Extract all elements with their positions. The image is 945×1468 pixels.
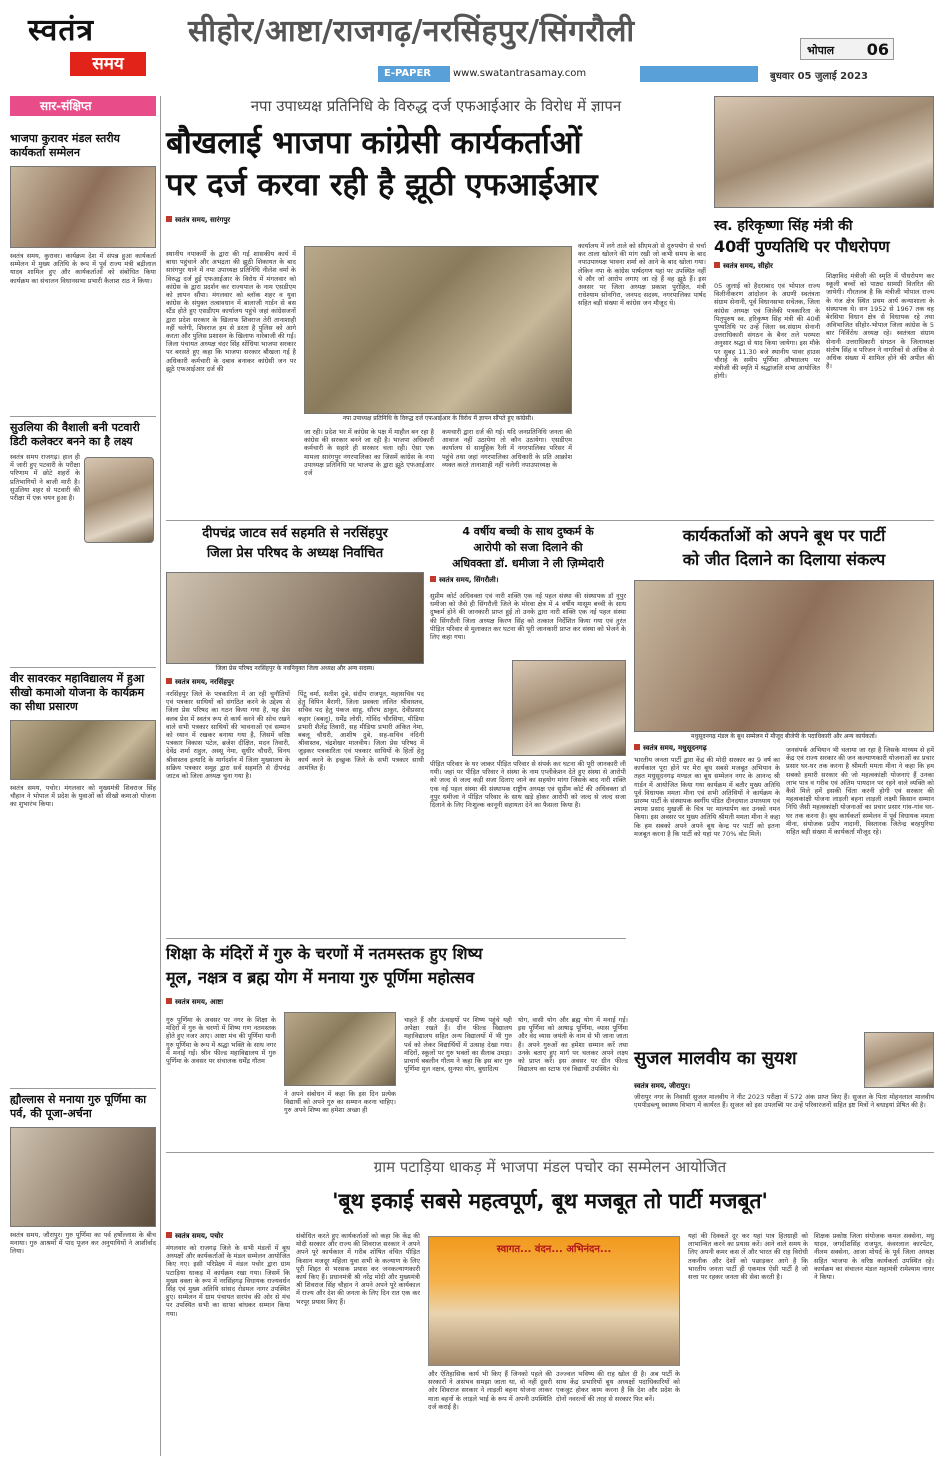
press-headline-1: दीपचंद्र जाटव सर्व सहमति से नरसिंहपुर: [202, 526, 388, 541]
sidebar-photo: [10, 1127, 156, 1227]
press-photo-caption: जिला प्रेस परिषद नरसिंहपुर के नवनियुक्त जिला अध्यक्ष और अन्य सदस्य।: [166, 664, 424, 674]
logo-bottom-box: [70, 52, 146, 76]
edition-list: सीहोर/आष्टा/राजगढ़/नरसिंहपुर/सिंगरौली: [188, 14, 635, 49]
lead-photo-caption: नपा उपाध्यक्ष प्रतिनिधि के विरुद्ध दर्ज एफआईआर के विरोध में ज्ञापन सौंपते हुए कांग्रेसी।: [304, 414, 572, 424]
lead-photo: [304, 246, 572, 414]
guru-col-4: योग, वासी योग और ब्रह्म योग में मनाई गई। इस पूर्णिमा को आषाढ़ पूर्णिमा, व्यास पूर्णिमा और वेद व्यास जयंती के नाम से भी जाना जाता है। अपने गुरुओं का हमेशा सम्मान करें तथा उनके बताए हुए मार्ग पर चलकर अपने लक्ष्य को प्राप्त करें। इस अवसर पर ग्रीन फील्ड विद्यालय का स्टाफ एवं विद्यार्थी उपस्थित थे।: [518, 1016, 628, 1074]
sidebar-photo: [84, 457, 154, 543]
sidebar-body: स्वतंत्र समय राजगढ़। हाल ही में जारी हुए पटवारी के परीक्षा परिणाम में छोटे शहरों के प्रतिभागियों ने बाजी मारी है। सुउलिया शहर से पटवारी की परीक्षा में एक चयन हुआ है।: [10, 453, 80, 503]
logo-bottom: समय: [92, 54, 124, 74]
byline-marker: [634, 744, 640, 750]
divider: [10, 1088, 156, 1089]
pachore-col-5: यहां की दिक्कतें दूर कर यहां पात्र हितग्राही को लाभान्वित करने का प्रयास करें। आने वाले समय के लिए अपनी कमर कस लें और भारत की राह विरोधी तकनीक और देशों को पछाड़कर आगे है कि भारतीय जनता पार्टी ही एकमात्र ऐसी पार्टी है जो सत्ता पर रहकर जनता की सेवा करती है।: [688, 1232, 808, 1282]
lead-col-2: जा रही। प्रदेश भर में कांग्रेस के पक्ष में माहौल बन रहा है कांग्रेस की सरकार बनने जा रही है। भाजपा अधिकारी कर्मचारी के सहारे ही सरकार चला रही। ऐसा एक मामला सारंगपुर नगरपालिका का जिसमें कांग्रेस के नपा उपाध्यक्ष प्रतिनिधि पर भाजपा के द्वारा झूठे एफआईआर दर्ज: [304, 428, 434, 478]
sidebar-body: स्वतंत्र समय, पचोर। मंगलवार को मुख्यमंत्री शिवराज सिंह चौहान ने भोपाल में प्रदेश के युवाओं को सीखो कमाओ योजना का शुभारंभ किया।: [10, 784, 156, 809]
guru-story: [166, 942, 628, 1150]
sidebar-body: स्वतंत्र समय, कुरावर। कार्यक्रम देश में संपन्न हुआ कार्यकर्ता सम्मेलन में मुख्य अतिथि के रूप में पूर्व राज्य मंत्री बद्रीलाल यादव शामिल हुए और कार्यकर्ताओं को संबोधित किया कार्यक्रम का संचालन विधानसभा प्रभारी कैलाश राठ ने किया।: [10, 252, 156, 285]
lead-story: [166, 96, 706, 516]
pachore-col-1: मंगलवार को राजगढ़ जिले के सभी मंडलों में बूथ अध्यक्षों और कार्यकर्ताओं के मंडल सम्मेलन आयोजित किए गए। इसी परिप्रेक्ष्य में मंडल पचोर द्वारा ग्राम पटाड़िया धाकड़ में कार्यक्रम रखा गया। जिसमें कि मुख्य वक्ता के रूप में नरसिंहगढ़ विधायक राज्यवर्धन सिंह एवं मुख्य अतिथि सांसद रोडमल नागर उपस्थित हुए। सम्मेलन में ग्राम पंचायत सरपंच की ओर से मंच पर उपस्थित सभी का साफा बांधकर सम्मान किया गया।: [166, 1244, 290, 1318]
website-link[interactable]: www.swatantrasamay.com: [450, 66, 640, 82]
press-headline-2: जिला प्रेस परिषद के अध्यक्ष निर्वाचित: [206, 546, 384, 561]
sujal-story: [634, 1032, 934, 1150]
byline-marker: [166, 1232, 172, 1238]
sujal-byline-text: स्वतंत्र समय, जीरापुर।: [634, 1082, 691, 1090]
masthead: [0, 0, 945, 92]
pachore-byline: [166, 1232, 223, 1241]
page-number: 06: [866, 40, 889, 59]
lead-col-2b: कमचारी द्वारा दर्ज की गई। यदि जनप्रतिनिधि जनता की आवाज नहीं उठायेगा तो कौन उठायेगा। एसडीएम कार्यालय से सामूहिक रैली में नगरपालिका परिसर में पहुंचे तथा जहां नगरपालिका अधिकारी के प्रति आक्रोश व्यक्त करते तानाशाही नहीं चलेगी नपाउपाध्यक्ष के: [442, 428, 572, 469]
booth-photo: [634, 580, 934, 732]
pachore-kicker: ग्राम पटाड़िया धाकड़ में भाजपा मंडल पचोर का सम्मेलन आयोजित: [373, 1158, 727, 1176]
lead-col-3: कार्यालय में लगे ताले को सीएमओ से दुरुपयोग से चर्चा कर ताला खोलने की मांग रखी जो कभी समय के बाद नपाउपाध्यक्ष भावना शर्मा को आने के बाद खोला गया। लेकिन नपा के कांग्रेस पार्षदगण यहां पर उपस्थित नहीं थे और जो आरोप लगाए जा रहे हैं वह झूठे हैं। इस अवसर पर जिला अध्यक्ष प्रकाश पुरोहित, मंत्री राधेश्याम सोनगिरा, जनपद सदस्य, नगरपालिका पार्षद सहित बड़ी संख्या में कांग्रेस जन मौजूद थे।: [578, 242, 706, 308]
lead-byline-text: स्वतंत्र समय, सारंगपुर: [175, 216, 231, 224]
lead-headline-2: पर दर्ज करवा रही है झूठी एफआईआर: [166, 167, 598, 203]
sidebar-divider: [160, 96, 161, 1456]
tree-col-2: शिक्षाविद मंत्रीजी की स्मृति में पौधरोपण कर स्कूली बच्चों को पाठ्य सामग्री वितरित की जायेगी। गौरतलब है कि मंत्रीजी भोपाल राज्य के गंज क्षेत्र स्थित प्रथम आर्य कन्याशाला के संस्थापक थे। सन 1952 से 1967 तक वह बेरसिया विधान क्षेत्र से विधायक रहे तथा अविभाजित सीहोर-भोपाल जिला कांग्रेस के 5 बार निर्विरोध अध्यक्ष रहे। स्वतंत्रता संग्राम सेनानी उत्तराधिकारी संगठन के जिलाध्यक्ष संतोष सिंह व परिजन ने नागरिकों से अधिक से अधिक संख्या में शामिल होने की अपील की है।: [826, 272, 934, 371]
issue-date: बुधवार 05 जुलाई 2023: [770, 71, 868, 82]
city-label: भोपाल: [807, 44, 835, 57]
logo-top: स्वतंत्र: [28, 13, 95, 48]
tree-byline-text: स्वतंत्र समय, सीहोर: [723, 262, 773, 270]
tree-headline-2: 40वीं पुण्यतिथि पर पौधरोपण: [714, 237, 890, 256]
booth-headline-1: कार्यकर्ताओं को अपने बूथ पर पार्टी: [682, 526, 886, 545]
sujal-photo: [864, 1032, 934, 1088]
booth-story: [634, 524, 934, 934]
pachore-story: [166, 1156, 934, 1456]
byline-marker: [166, 678, 172, 684]
pachore-byline-text: स्वतंत्र समय, पचोर: [175, 1232, 224, 1240]
divider: [10, 416, 156, 417]
lead-byline: [166, 216, 706, 225]
section-divider: [166, 938, 626, 939]
sujal-headline: सुजल मालवीय का सुयश: [634, 1048, 797, 1069]
sidebar-headline: वीर सावरकर महाविद्यालय में हुआ सीखो कमाओ योजना के कार्यक्रम का सीधा प्रसारण: [10, 672, 145, 713]
guru-byline-text: स्वतंत्र समय, आष्टा: [175, 998, 224, 1006]
press-club-story: [166, 524, 424, 934]
sidebar-title: सार-संक्षिप्त: [10, 96, 156, 116]
sidebar: [10, 96, 156, 1456]
sidebar-photo: [10, 720, 156, 780]
guru-byline: [166, 998, 628, 1007]
page-box: [800, 38, 894, 60]
booth-col-2: जनसंपर्क अभियान भी चलाया जा रहा है जिसके माध्यम से हमें केंद्र एवं राज्य सरकार की जन कल्याणकारी योजनाओं का प्रचार प्रसार घर-घर तक करना है श्रीमती ममता मीना ने कहा कि हम सबको हमारी सरकार की जो महत्वकांक्षी योजनाएं हैं उनका लाभ पात्र व गरीब एवं अंतिम पायदान पर रहने वाले व्यक्ति को कैसे मिले हमें इसकी चिंता करनी होगी एवं सरकार की महत्वकांक्षी योजना लाड़ली बहना लाड़ली लक्ष्मी किसान सम्मान निधि जैसी महत्वकांक्षी योजनाओं का प्रचार प्रसार गांव-गांव घर-घर तक करना है। बूथ कार्यकर्ता सम्मेलन में पूर्व विधायक ममता मीना, संयोजक प्रदीप नादानी, विस्तारक जितेन्द्र बरहपुरिया सहित बड़ी संख्या में कार्यकर्ता मौजूद रहे।: [786, 746, 934, 837]
pachore-col-3: और ऐतिहासिक कार्य भी किए हैं जिनको पहले की सरकारों ने असंभव समझा जाता था, वो नहीं दूसरी ओर शिवराज सरकार ने लाड़ली बहना योजना लाकर माता बहनों के लाड़ले भाई के रूप में अपनी उपस्थिति दर्ज कराई है।: [428, 1370, 552, 1411]
pachore-col-2: संबोधित करते हुए कार्यकर्ताओं को कहा कि केंद्र की मोदी सरकार और राज्य की शिवराज सरकार ने अपने अपने पूरे कार्यकाल में गरीब शोषित वंचित पीड़ित किसान मजदूर महिला युवा सभी के कल्याण के लिए पूरी शिद्दत से भरसक प्रयास कर जनकल्याणकारी कार्य किए हैं। प्रधानमंत्री श्री नरेंद्र मोदी और मुख्यमंत्री श्री शिवराज सिंह चौहान ने अपने अपने पूरे कार्यकाल में राज्य और देश की जनता के लिए दिन रात एक कर भरपूर प्रयास किए हैं।: [296, 1232, 420, 1306]
guru-photo: [284, 1012, 396, 1086]
sc-story: [430, 524, 626, 934]
section-divider: [166, 1152, 934, 1153]
booth-headline-2: को जीत दिलाने का दिलाया संकल्प: [682, 550, 886, 569]
press-byline: [166, 678, 424, 687]
booth-photo-caption: मधुसूदनगढ़ मंडल के बूथ सम्मेलन में मौजूद बीजेपी के पदाधिकारी और अन्य कार्यकर्ता।: [634, 732, 934, 742]
press-byline-text: स्वतंत्र समय, नरसिंहपुर: [175, 678, 234, 686]
pachore-col-4: उज्ज्वल भविष्य की राह खोल दी है। अब पार्टी के साथ केंद्र प्रभारियों बूथ अध्यक्षों पदाधिकारियों को एकजुट होकर काम करना है कि देश और प्रदेश के दोनों नवरत्नों की तरह से सरकार फिर बनें।: [556, 1370, 680, 1403]
sidebar-headline: ह्यौल्लास से मनाया गुरु पूर्णिमा का पर्व, की पूजा-अर्चना: [10, 1093, 147, 1120]
lead-col-1: स्थानीय नपाकर्मी के द्वारा की गई शासकीय कार्य में बाधा पहुंचाने और अभद्रता की झूठी शिकायत के बाद सारंगपुर थाने में नपा उपाध्यक्ष प्रतिनिधि नीलेश वर्मा के विरुद्ध दर्ज हुई एफआईआर के विरोध में मंगलवार को कांग्रेस के द्वारा प्रदर्शन कर राज्यपाल के नाम एसडीएम को ज्ञापन सौंपा। मंगलवार को ब्लॉक शहर व युवा कांग्रेस के संयुक्त तत्वावधान में बालाजी गार्डन से बस स्टैंड होते हुए एसडीएम कार्यालय पहुंचे जहां कांग्रेसजनों द्वारा प्रदेश सरकार के खिलाफ शिवराज तेरी तानाशाही नहीं चलेगी, शिवराज हम से डरता है पुलिस को आगे करता और पुलिस प्रशासन के खिलाफ नारेबाजी की गई। जिला पंचायत अध्यक्ष चंदर सिंह सोंधिया भाजपा सरकार पर बरसते हुए कहा कि भाजपा सरकार बौखला गई है अधिकारी कर्मचारी के दबाव बनाकर कांग्रेसी जन पर झूठे एफआईआर दर्ज की: [166, 250, 296, 373]
epaper-label: E-PAPER: [384, 68, 431, 79]
sidebar-headline: सुउलिया की वैशाली बनी पटवारी डिटी कलेक्टर बनने का है लक्ष्य: [10, 421, 140, 448]
booth-col-1: भारतीय जनता पार्टी द्वारा केंद्र की मोदी सरकार का 9 वर्ष का कार्यकाल पूरा होने पर मेरा बूथ सबसे मजबूत अभियान के तहत मधुसूदनगढ़ मण्डल का बूथ सम्मेलन नगर के आनन्द श्री गार्डन में आयोजित किया गया कार्यक्रम में बतौर मुख्य अतिथि पूर्व विधायक ममता मीना एवं सभी अतिथियों ने कार्यक्रम के प्रारम्भ पार्टी के संस्थापक स्वर्गीय पंडित दीनदयाल उपाध्याय एवं श्यामा प्रसाद मुखर्जी के चित्र पर माल्यार्पण कर उनको नमन किया। इस अवसर पर मुख्य अतिथि श्रीमती ममता मीना ने कहा कि हम सबको अपने अपने बूथ केन्द्र पर पार्टी को इतना मजबूत करना है कि पार्टी को यहां पर 70% वोट मिलें।: [634, 756, 780, 838]
byline-marker: [714, 262, 720, 268]
sc-headline-2: आरोपी को सजा दिलाने की: [473, 541, 583, 554]
pachore-headline: 'बूथ इकाई सबसे महत्वपूर्ण, बूथ मजबूत तो पार्टी मजबूत': [332, 1189, 768, 1213]
guru-headline-1: शिक्षा के मंदिरों में गुरु के चरणों में नतमस्तक हुए शिष्य: [166, 944, 483, 963]
tree-headline-1: स्व. हरिकृष्णा सिंह मंत्री की: [714, 218, 853, 234]
sc-headline-1: 4 वर्षीय बच्ची के साथ दुष्कर्म के: [462, 525, 594, 538]
guru-col-2: ने अपने संबोधन में कहा कि इस दिन प्रत्येक विद्यार्थी को अपने गुरु का सम्मान करना चाहिए। गुरु अपने शिष्य का हमेशा अच्छा ही: [284, 1090, 396, 1115]
press-col-2: पिंटू वर्मा, सतीश दुबे, संदीप राजपूत, महासचिव पद हेतु विपिन बैरागी, जिला प्रवक्ता ललित श्रीवास्तव, सचिव पद हेतु पंकज साहू, सौरभ ठाकुर, देवीप्रसाद कहार (बबलू), धर्मेंद्र लोधी, गोविंद चौरसिया, मीडिया प्रभारी शैलेंद्र तिवारी, सह मीडिया प्रभारी अंकित नेमा, बबलू चौधरी, आशीष दुबे, सह-सचिव नंदिनी श्रीवास्तव, चंद्रशेखर मालवीय। जिला प्रेस परिषद में जुड़कर पत्रकारिता एवं पत्रकार साथियों के हितों हेतु कार्य करने के इच्छुक जिले के सभी पत्रकार साथी आमंत्रित हैं।: [298, 690, 424, 772]
guru-headline-2: मूल, नक्षत्र व ब्रह्म योग में मनाया गुरु पूर्णिमा महोत्सव: [166, 968, 475, 987]
sidebar-headline: भाजपा कुरावर मंडल स्तरीय कार्यकर्ता सम्मेलन: [10, 132, 120, 159]
byline-marker: [166, 216, 172, 222]
sc-headline-3: अधिवक्ता डॉ. धमीजा ने ली ज़िम्मेदारी: [452, 557, 604, 570]
tree-photo: [714, 96, 934, 208]
tree-col-1: 05 जुलाई को हैदराबाद एवं भोपाल राज्य विलीनीकरण आंदोलन के अग्रणी स्वतंत्रता संग्राम सेनानी, पूर्व विधानसभा सचेतक, जिला कांग्रेस अध्यक्ष एवं जिलेकी पत्रकारिता के पितृपुरुष स्व. हरिकृष्ण सिंह मंत्री की 40वीं पुण्यतिथि पर उन्हें जिला स्व.संग्राम सेनानी उत्तराधिकारी संगठन के बैनर तले परम्परा अनुसार श्रद्धा से याद किया जायेगा। इस मौके पर सुबह 11.30 बजे स्थानीय पावर हाउस चौराहे के समीप पूर्णिमा औषधालय पर मंत्रीजी की स्मृति में श्रद्धांजलि सभा आयोजित होगी।: [714, 282, 820, 381]
byline-marker: [430, 576, 436, 582]
sidebar-body: स्वतंत्र समय, जौरापुर। गुरु पूर्णिमा का पर्व हर्षोल्लास के बीच मनाया। गुरु आश्रमों में पाद पूजन कर अनुयायियों ने आशीर्वाद लिया।: [10, 1231, 156, 1256]
lead-kicker: नपा उपाध्यक्ष प्रतिनिधि के विरुद्ध दर्ज एफआईआर के विरोध में ज्ञापन: [250, 97, 622, 115]
pachore-col-6: शिक्षक प्रकोष्ठ जिला संयोजक कमल सक्सेना, मधु यादव, जगदीशसिंह राजपूत, कंवरलाल कारपेंटर, नीलम सक्सेना, आजा मोयर्द के पूर्व जिला अध्यक्ष सहित भाजपा के वरिष्ठ कार्यकर्ता उपस्थित रहे। कार्यक्रम का संचालन मंडल महामंत्री रामेश्याम नागर ने किया।: [814, 1232, 934, 1282]
press-photo: [166, 572, 424, 664]
sujal-body: जीरापुर नगर के निवासी सुजल मालवीय ने नीट 2023 परीक्षा में 572 अंक प्राप्त किए हैं। सुजल के पिता मोहनलाल मालवीय एमपीडब्ल्यू स्वास्थ्य विभाग में कार्यरत हैं। सुजल को इस उपलब्धि पर उन्हें परिवारजनों सहित इष्ट मित्रों ने बधाइयां प्रेषित की है।: [634, 1093, 934, 1110]
sc-byline: [430, 576, 626, 585]
sidebar-photo: [10, 166, 156, 248]
byline-marker: [166, 998, 172, 1004]
booth-byline-text: स्वतंत्र समय, मधुसूदनगढ़: [643, 744, 707, 752]
sc-col-1: सुप्रीम कोर्ट अधिवक्ता एवं नारी शक्ति एक नई पहल संस्था की संस्थापक डॉ नूपुर धमीजा को जैसे ही सिंगरौली जिले के मोरवा क्षेत्र में 4 वर्षीय मासूम बच्ची के साथ दुष्कर्म होने की जानकारी प्राप्त हुई तो उनके द्वारा नारी शक्ति एक नई पहल संस्था की सिंगरौली जिला अध्यक्ष किरण सिंह को तत्काल निर्देशित किया गया एवं तुरंत पीड़ित परिवार से मुलाकात कर घटना की पूरी जानकारी प्राप्त कर संस्था को भेजने के लिए कहा गया।: [430, 592, 626, 642]
tree-story: [714, 96, 934, 516]
divider: [10, 667, 156, 668]
sc-photo: [512, 660, 626, 756]
tree-byline: [714, 262, 934, 271]
pachore-photo: [428, 1236, 680, 1366]
sc-byline-text: स्वतंत्र समय, सिंगरौली।: [439, 576, 499, 584]
section-divider: [166, 520, 934, 521]
guru-col-3: चाहते हैं और ऊंचाइयों पर शिष्य पहुंचे यही अपेक्षा रखते हैं। ग्रीन फील्ड विद्यालय महाविद्यालय सहित अन्य विद्यालयों में भी गुरु पर्व को लेकर विद्यार्थियों में उत्साह देखा गया। मंदिरों, स्कूलों पर गुरु भक्तों का सैलाब उमड़ा। प्राचार्य बबलीन गौतम ने कहा कि इस बार गुरु पूर्णिमा मूल नक्षत्र, सुनफा योग, बुधादित्य: [404, 1016, 512, 1074]
pachore-photo-banner: स्वागत... वंदन... अभिनंदन...: [496, 1244, 612, 1255]
guru-col-1: गुरु पूर्णिमा के अवसर पर नगर के शिक्षा के मंदिरों में गुरु के चरणों में शिष्य गण नतमस्तक होते हुए नजर आए। आष्टा मंच की पूर्णिमा यानी गुरु पूर्णिमा के रूप में श्रद्धा भक्ति के साथ नगर में मनाई गई। श्रीन फील्ड महाविद्यालय में गुरु पूर्णिमा के अवसर पर संचालक धर्मेंद्र गौतम: [166, 1016, 276, 1066]
press-col-1: नरसिंहपुर जिले के पत्रकारिता में आ रही चुनौतियों एवं पत्रकार साथियों को संगठित करने के उद्देश्य से जिला प्रेस परिषद का गठन किया गया है, यह प्रेस क्लब प्रेस में स्वतंत्र रूप से कार्य करने की सोच रखने वाले सभी पत्रकार साथियों की भावनाओं एवं सम्मान को ध्यान में रखकर बनाया गया है, जिसमें वरिष्ठ पत्रकार विकास पटेल, ब्रजेश दीक्षित, मदन तिवारी, देवेंद्र शर्मा राहुल, अस्सू नेमा, सुधीर चौधरी, विनय श्रीवास्तव इत्यादि के मार्गदर्शन में जिला मुख्यालय के सक्रिय पत्रकार समूह द्वारा सर्व सहमति से दीपचंद्र जाटव को जिला अध्यक्ष चुना गया है।: [166, 690, 290, 781]
sc-col-2: पीड़ित परिवार के घर जाकर पीड़ित परिवार से संपर्क कर घटना की पूरी जानकारी ली गयी। जहां पर पीड़ित परिवार ने संस्था के नाम एप्लीकेशन देते हुए संस्था से आरोपी को जल्द से जल्द कड़ी सजा दिलाए जाने का सहयोग मांगा जिसके बाद नारी शक्ति एक नई पहल संस्था की संस्थापक राष्ट्रीय अध्यक्ष एवं सुप्रीम कोर्ट की अधिवक्ता डॉ नूपुर धमीजा ने पीड़ित परिवार के साथ खड़े होकर आरोपी को जल्द से जल्द सजा दिलाने के लिए निःशुल्क कानूनी सहायता देने का फैसला किया है।: [430, 760, 626, 810]
lead-headline-1: बौखलाई भाजपा कांग्रेसी कार्यकर्ताओं: [166, 125, 582, 161]
